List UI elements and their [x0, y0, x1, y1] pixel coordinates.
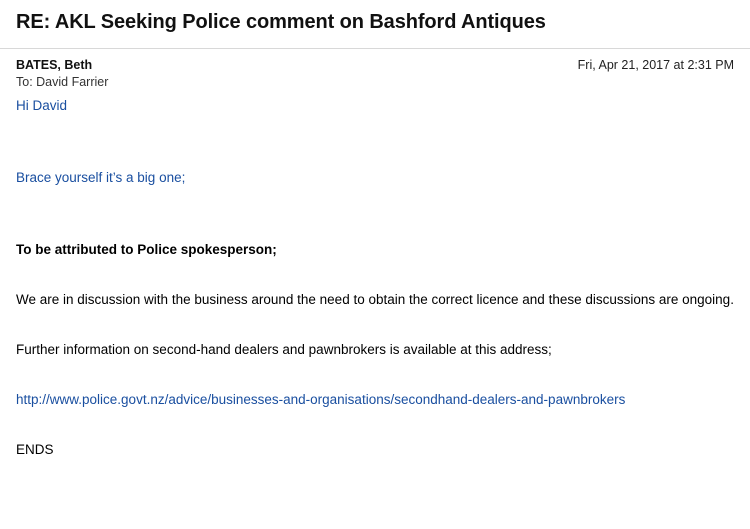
- email-header: [0, 49, 750, 87]
- body-greeting: Hi David: [16, 98, 68, 113]
- body-attribution: To be attributed to Police spokesperson;: [16, 242, 277, 257]
- police-website-link[interactable]: http://www.police.govt.nz/advice/businesses-and-organisations/secondhand-dealers-and-pawnbrokers: [16, 392, 626, 407]
- email-body: [0, 87, 750, 458]
- email-subject-bar: [0, 0, 750, 44]
- email-sender: BATES, Beth: [16, 58, 93, 72]
- body-further-info: Further information on second-hand dealers and pawnbrokers is available at this address;: [16, 342, 552, 357]
- body-intro: Brace yourself it’s a big one;: [16, 170, 186, 185]
- body-statement: We are in discussion with the business around the need to obtain the correct licence and these discussions are ongoing.: [16, 292, 734, 307]
- email-date: Fri, Apr 21, 2017 at 2:31 PM: [577, 58, 734, 72]
- email-recipient: To: David Farrier: [16, 75, 109, 89]
- body-ends: ENDS: [16, 442, 54, 457]
- email-subject: RE: AKL Seeking Police comment on Bashford Antiques: [16, 11, 546, 33]
